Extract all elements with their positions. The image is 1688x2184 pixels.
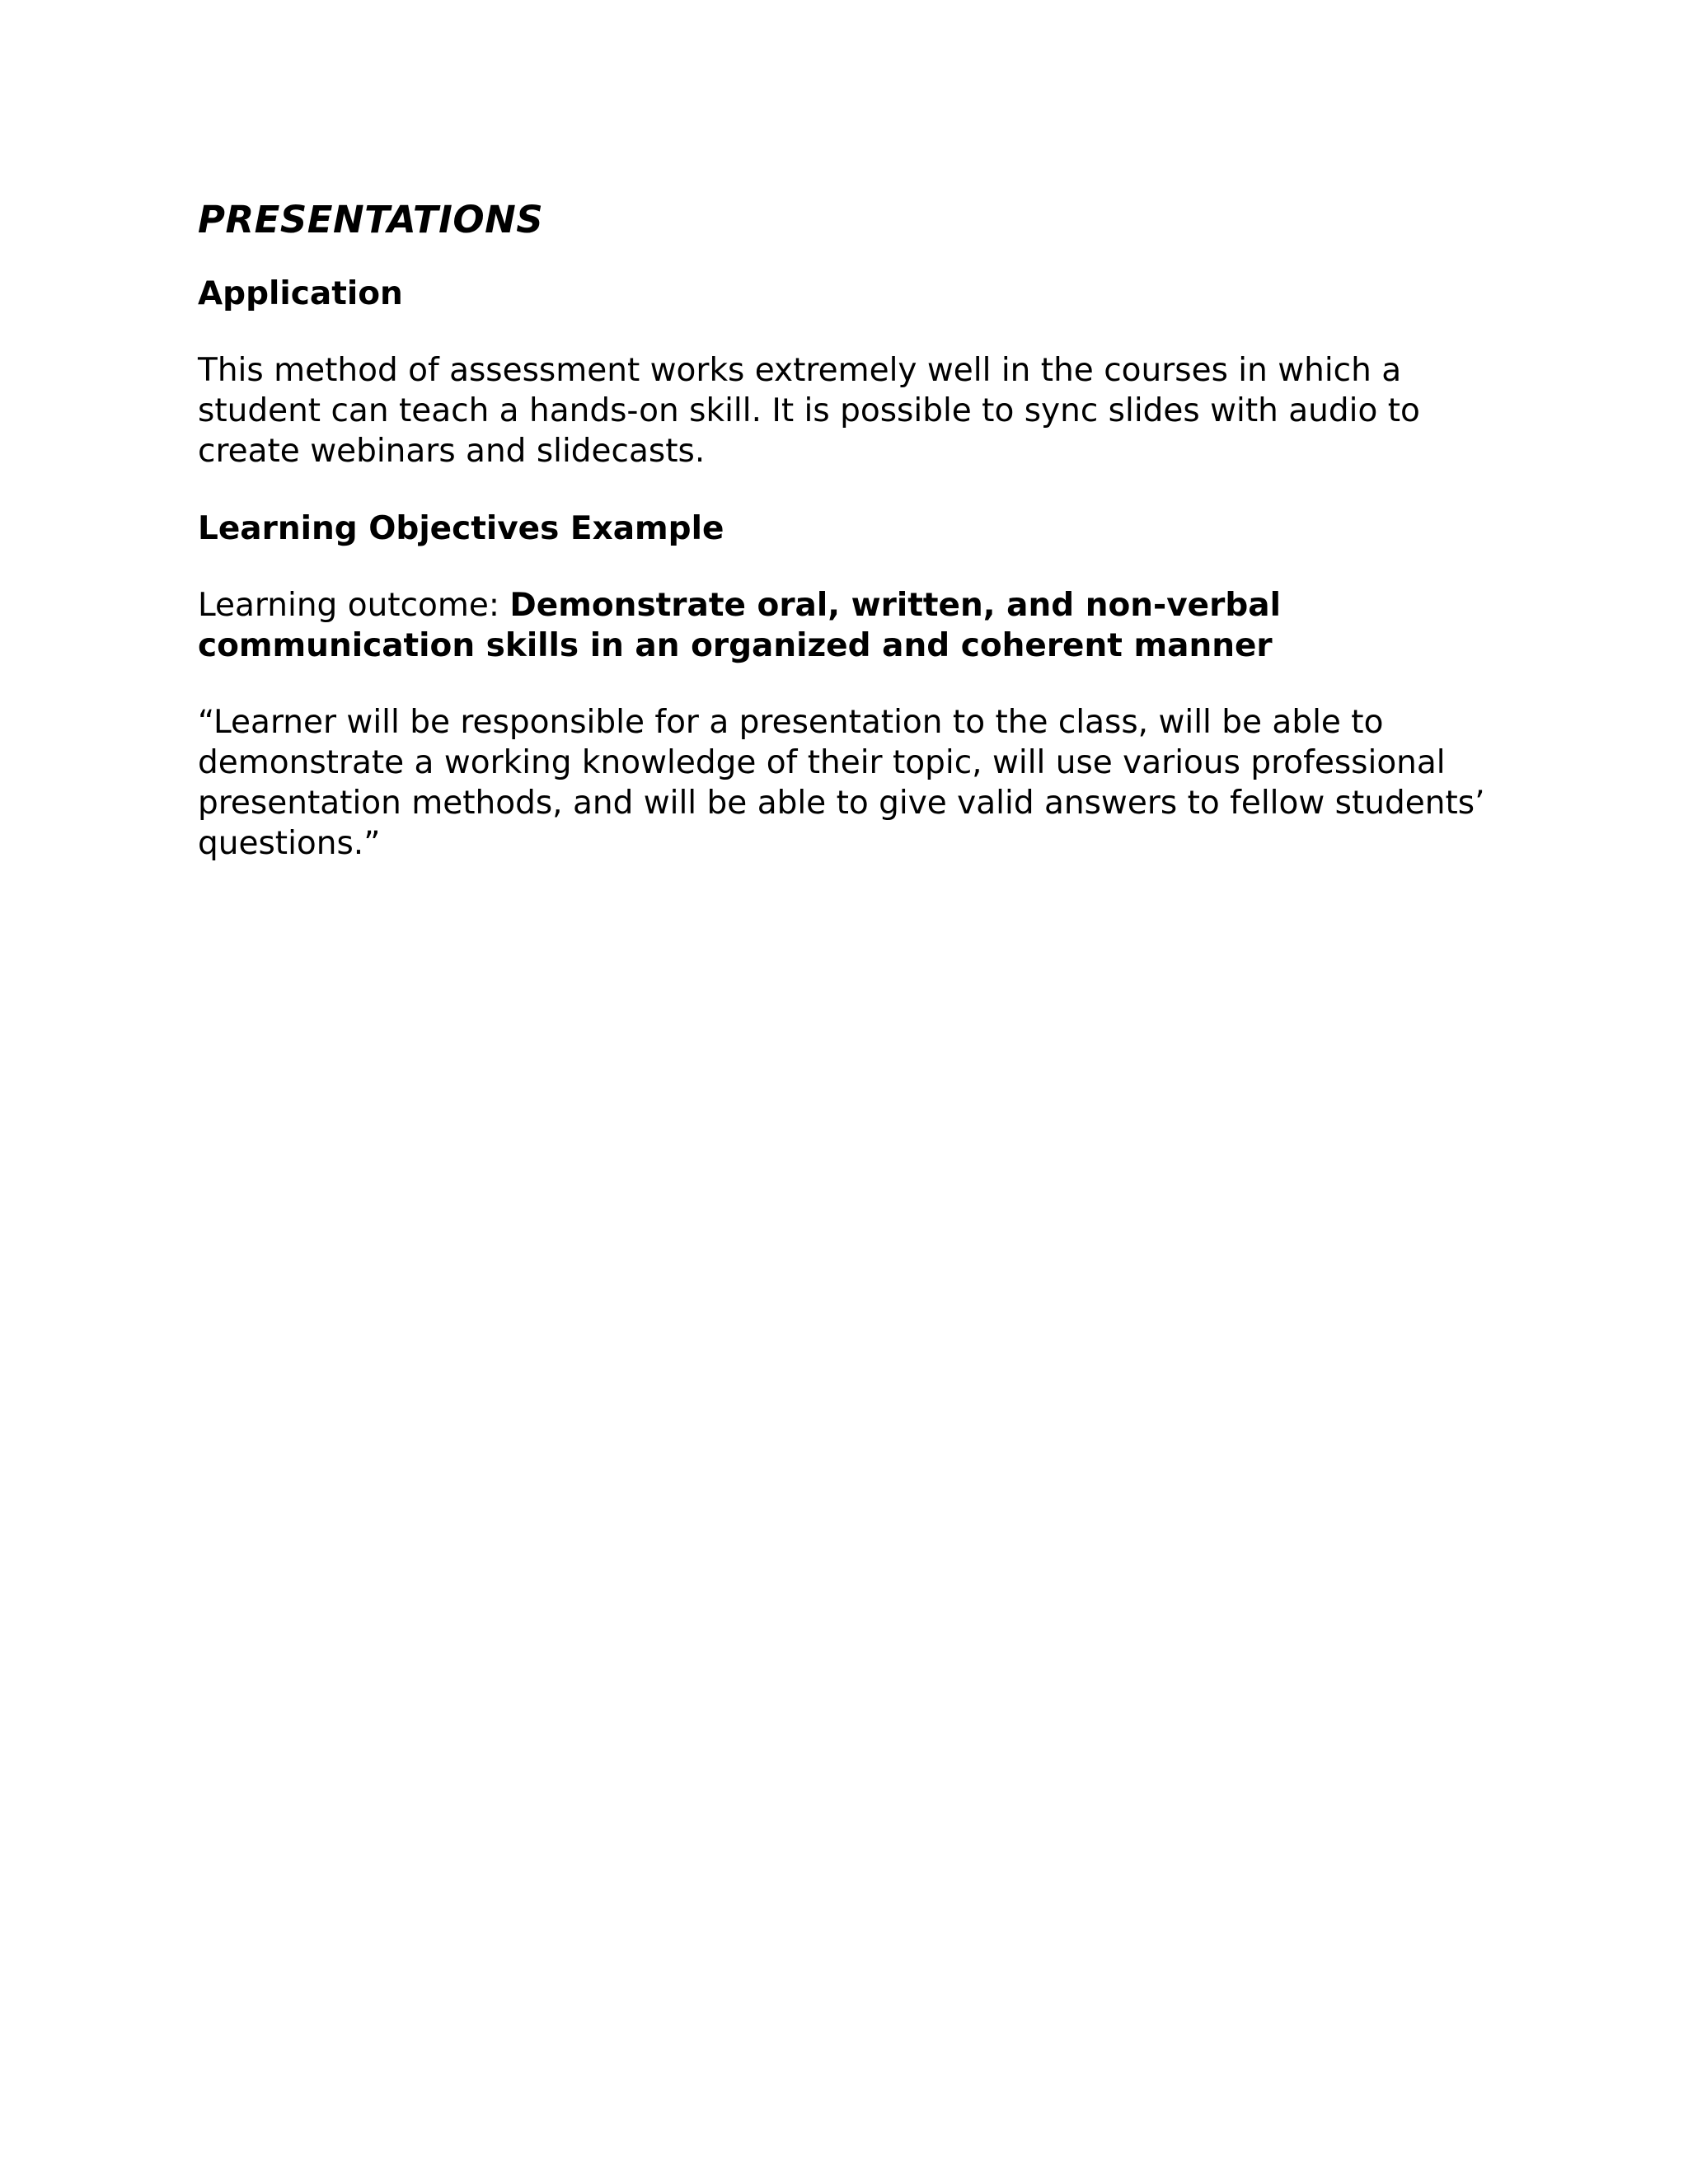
document-title: PRESENTATIONS: [198, 198, 544, 241]
learning-outcome-paragraph: [198, 585, 1500, 666]
document-content: [198, 194, 1500, 864]
learner-quote-paragraph: “Learner will be responsible for a presentation to the class, will be able to demonstrate a working knowledge of their topic, will use various professional presentation methods, and will be able to give valid answers to fellow students’ questions.”: [198, 704, 1485, 862]
application-paragraph: This method of assessment works extremely well in the courses in which a student can teach a hands-on skill. It is possible to sync slides with audio to create webinars and slidecasts.: [198, 352, 1420, 470]
learning-outcome-label: Learning outcome:: [198, 587, 500, 624]
section-heading-application: Application: [198, 275, 403, 312]
section-heading-learning-objectives: Learning Objectives Example: [198, 510, 724, 547]
learning-outcome-value: Demonstrate oral, written, and non-verbal communication skills in an organized and coherent manner: [198, 587, 1281, 664]
